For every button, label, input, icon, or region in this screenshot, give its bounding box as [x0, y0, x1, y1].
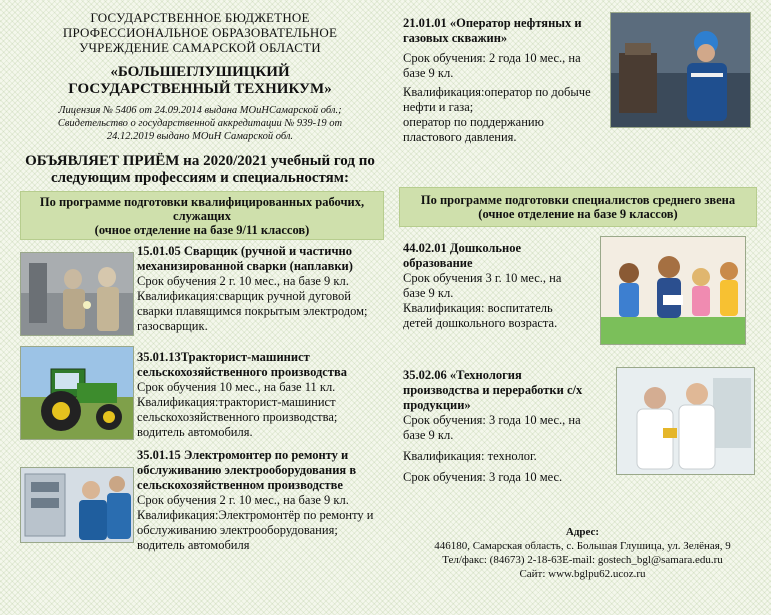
program-preschool — [403, 241, 583, 331]
program-title: 44.02.01 Дошкольное образование — [403, 241, 522, 270]
program-qualification: Квалификация: воспитатель детей дошкольного возраста. — [403, 301, 558, 330]
program-title: 35.01.13Тракторист-машинист сельскохозяйственного производства — [137, 350, 347, 379]
address-text: 446180, Самарская область, с. Большая Глушица, ул. Зелёная, 9 — [434, 540, 731, 552]
welder-photo — [20, 252, 134, 336]
oil-operator-photo — [610, 12, 751, 128]
program-title: 21.01.01 «Оператор нефтяных и газовых скважин» — [403, 16, 582, 45]
org-line: ПРОФЕССИОНАЛЬНОЕ ОБРАЗОВАТЕЛЬНОЕ — [62, 25, 338, 40]
program-qualification: Квалификация:сварщик ручной дуговой сварки плавящимся покрытым электродом; газосварщик. — [137, 289, 368, 333]
program-duration: Срок обучения 2 г. 10 мес., на базе 9 кл. — [137, 274, 349, 288]
program-qualification: Квалификация:оператор по добыче нефти и газа; — [403, 85, 591, 114]
program-qualification: Квалификация: технолог. — [403, 449, 537, 463]
banner-specialist-programs — [399, 187, 757, 227]
license-line: Лицензия № 5406 от 24.09.2014 выдана МОиНСамарской обл.; — [58, 105, 342, 116]
program-electric — [137, 448, 382, 553]
program-title: 15.01.05 Сварщик (ручной и частично механизированной сварки (наплавки) — [137, 244, 353, 273]
program-duration: Срок обучения 3 г. 10 мес., на базе 9 кл. — [403, 271, 562, 300]
program-duration: Срок обучения 2 г. 10 мес., на базе 9 кл. — [137, 493, 349, 507]
program-qualification: Квалификация:тракторист-машинист сельскохозяйственного производства; водитель автомобиля. — [137, 395, 338, 439]
license-line: 24.12.2019 выдано МОиН Самарской обл. — [106, 131, 294, 142]
institution-name — [10, 64, 390, 98]
program-food-technology — [403, 368, 598, 485]
program-tractor — [137, 350, 377, 440]
program-title: 35.02.06 «Технология производства и переработки с/х продукции» — [403, 368, 583, 412]
program-duration: Срок обучения 10 мес., на базе 11 кл. — [137, 380, 336, 394]
kindergarten-photo — [600, 236, 746, 345]
contact-block — [410, 525, 755, 581]
lab-technologist-photo — [616, 367, 755, 475]
program-qualification: Квалификация:Электромонтёр по ремонту и обслуживанию электрооборудования; водитель автомобиля — [137, 508, 374, 552]
program-title: 35.01.15 Электромонтер по ремонту и обслуживанию электрооборудования в сельскохозяйственном производстве — [137, 448, 357, 492]
program-oil — [403, 16, 603, 145]
org-line: УЧРЕЖДЕНИЕ САМАРСКОЙ ОБЛАСТИ — [79, 40, 321, 55]
program-duration: Срок обучения: 2 года 10 мес., на базе 9 кл. — [403, 51, 581, 80]
org-line: ГОСУДАРСТВЕННОЕ БЮДЖЕТНОЕ — [90, 10, 310, 25]
program-duration: Срок обучения: 3 года 10 мес. — [403, 470, 563, 484]
phone-email-text: Тел/факс: (84673) 2-18-63E-mail: gostech_bgl@samara.edu.ru — [442, 554, 723, 566]
institution-name-line: ГОСУДАРСТВЕННЫЙ ТЕХНИКУМ» — [68, 81, 332, 97]
organization-type — [10, 10, 390, 55]
address-label: Адрес: — [565, 526, 600, 538]
license-line: Свидетельство о государственной аккредитации № 939-19 от — [57, 118, 343, 129]
banner-line: (очное отделение на базе 9/11 классов) — [94, 223, 310, 237]
banner-worker-programs — [20, 191, 384, 240]
announce-line: ОБЪЯВЛЯЕТ ПРИЁМ на 2020/2021 учебный год по — [25, 153, 375, 169]
institution-name-line: «БОЛЬШЕГЛУШИЦКИЙ — [110, 64, 290, 80]
admission-announcement — [10, 153, 390, 187]
tractor-photo — [20, 346, 134, 440]
license-info — [18, 104, 382, 143]
program-duration: Срок обучения: 3 года 10 мес., на базе 9 кл. — [403, 413, 581, 442]
program-welder — [137, 244, 382, 334]
announce-line: следующим профессиям и специальностям: — [50, 170, 349, 186]
program-qualification: оператор по поддержанию пластового давления. — [403, 115, 544, 144]
banner-line: служащих — [173, 209, 231, 223]
electrician-photo — [20, 467, 134, 543]
banner-line: (очное отделение на базе 9 классов) — [478, 207, 678, 221]
website-link[interactable]: Сайт: www.bglpu62.ucoz.ru — [519, 568, 646, 580]
banner-line: По программе подготовки специалистов среднего звена — [420, 193, 736, 207]
banner-line: По программе подготовки квалифицированных рабочих, — [39, 195, 365, 209]
